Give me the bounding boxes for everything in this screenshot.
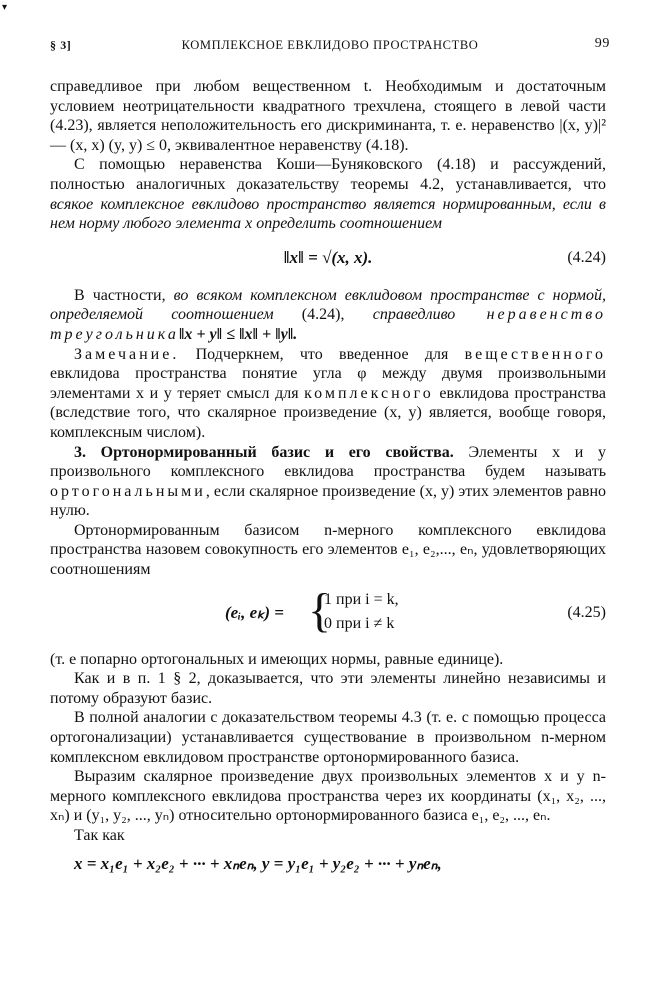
paragraph-2 (50, 155, 606, 233)
formula-4-25 (50, 583, 606, 642)
paragraph-6: Ортонормированным базисом n-мерного комплексного евклидова пространства назовем совокупность его элементов e₁, e₂,..., eₙ, удовлетворяющих соотношениям (50, 521, 606, 579)
paragraph-7: (т. е попарно ортогональных и имеющих нормы, равные единице). (50, 650, 504, 668)
formula-expansion: x = x₁e₁ + x₂e₂ + ··· + xₙeₙ, y = y₁e₁ + y₂e₂ + ··· + yₙeₙ, (74, 853, 442, 873)
p3-a: В частности, (74, 286, 174, 304)
running-header (50, 34, 610, 54)
formula-4-24 (50, 242, 606, 276)
p5-c: ортогональными (50, 482, 206, 500)
subsection-title: 3. Ортонормированный базис и его свойства. (74, 443, 454, 461)
page-body (50, 77, 606, 873)
paragraph-2-italic: всякое комплексное евклидово пространство является нормированным, если в нем норму любого элемента x определить соотношением (50, 195, 606, 233)
corner-mark: ▾ (2, 2, 8, 13)
p4-b: Подчеркнем, что введенное для (179, 345, 465, 363)
paragraph-11: Так как (74, 827, 125, 844)
p3-c: (4.24), (273, 306, 373, 324)
left-brace: { (308, 583, 332, 637)
p4-d: евклидова пространства понятие угла φ между двумя произвольными элементами x и y теряет смысл для (50, 365, 606, 402)
paragraph-3 (50, 286, 606, 345)
paragraph-8: Как и в п. 1 § 2, доказывается, что эти элементы линейно независимы и потому образуют базис. (50, 670, 606, 707)
p3-e: неравенство треугольника (50, 306, 607, 343)
formula-4-25-row-1: 1 при i = k, (324, 590, 399, 608)
p3-f: ‖x + y‖ ≤ ‖x‖ + ‖y‖. (178, 325, 298, 343)
p5-d: , если скалярное произведение (x, y) этих элементов равно нулю. (50, 482, 606, 520)
p4-remark: Замечание. (74, 345, 180, 363)
paragraph-4 (50, 345, 606, 443)
paragraph-9: В полной аналогии с доказательством теоремы 4.3 (т. е. с помощью процесса ортогонализации) устанавливается существование в произвольном n-мерном комплексном евклидовом пространстве ортонормированного базиса. (50, 709, 606, 766)
p3-b: во всяком комплексном евклидовом пространстве с нормой, определяемой соотношением (50, 286, 606, 324)
p4-c: вещественного (464, 345, 606, 363)
p4-e: комплексного (304, 384, 434, 402)
formula-4-25-row-2: 0 при i ≠ k (324, 614, 395, 632)
formula-4-24-tag: (4.24) (567, 248, 606, 266)
p4-f: евклидова пространства (вследствие того, что скалярное произведение (x, y) является, вообще говоря, комплексным числом). (50, 384, 606, 441)
paragraph-10: Выразим скалярное произведение двух произвольных элементов x и y n-мерного комплексного евклидова пространства через их координаты (x₁, x₂, ..., xₙ) и (y₁, y₂, ..., yₙ) относительно ортонормированного базиса e₁, e₂, ..., eₙ. (50, 768, 606, 825)
p5-b: Элементы x и y произвольного комплексного евклидова пространства будем называть (50, 443, 607, 481)
formula-4-25-tag: (4.25) (567, 603, 606, 621)
paragraph-1: справедливое при любом вещественном t. Необходимым и достаточным условием неотрицательности квадратного трехчлена, стоящего в левой части (4.23), является неположительность его дискриминанта, т. е. неравенство |(x, y)|² — (x, x) (y, y) ≤ 0, эквивалентное неравенству (4.18). (50, 78, 606, 154)
running-title: КОМПЛЕКСНОЕ ЕВКЛИДОВО ПРОСТРАНСТВО (181, 38, 479, 52)
formula-4-25-lhs: (eᵢ, eₖ) = (225, 602, 284, 622)
section-ref: § 3] (50, 38, 72, 52)
paragraph-5 (50, 443, 606, 521)
paragraph-2-text: С помощью неравенства Коши—Буняковского (4.18) и рассуждений, полностью аналогичных доказательству теоремы 4.2, устанавливается, что (50, 156, 606, 193)
page-number: 99 (594, 36, 610, 51)
p3-d: справедливо (372, 306, 456, 324)
formula-4-24-expr: ‖x‖ = √(x, x). (283, 247, 373, 267)
